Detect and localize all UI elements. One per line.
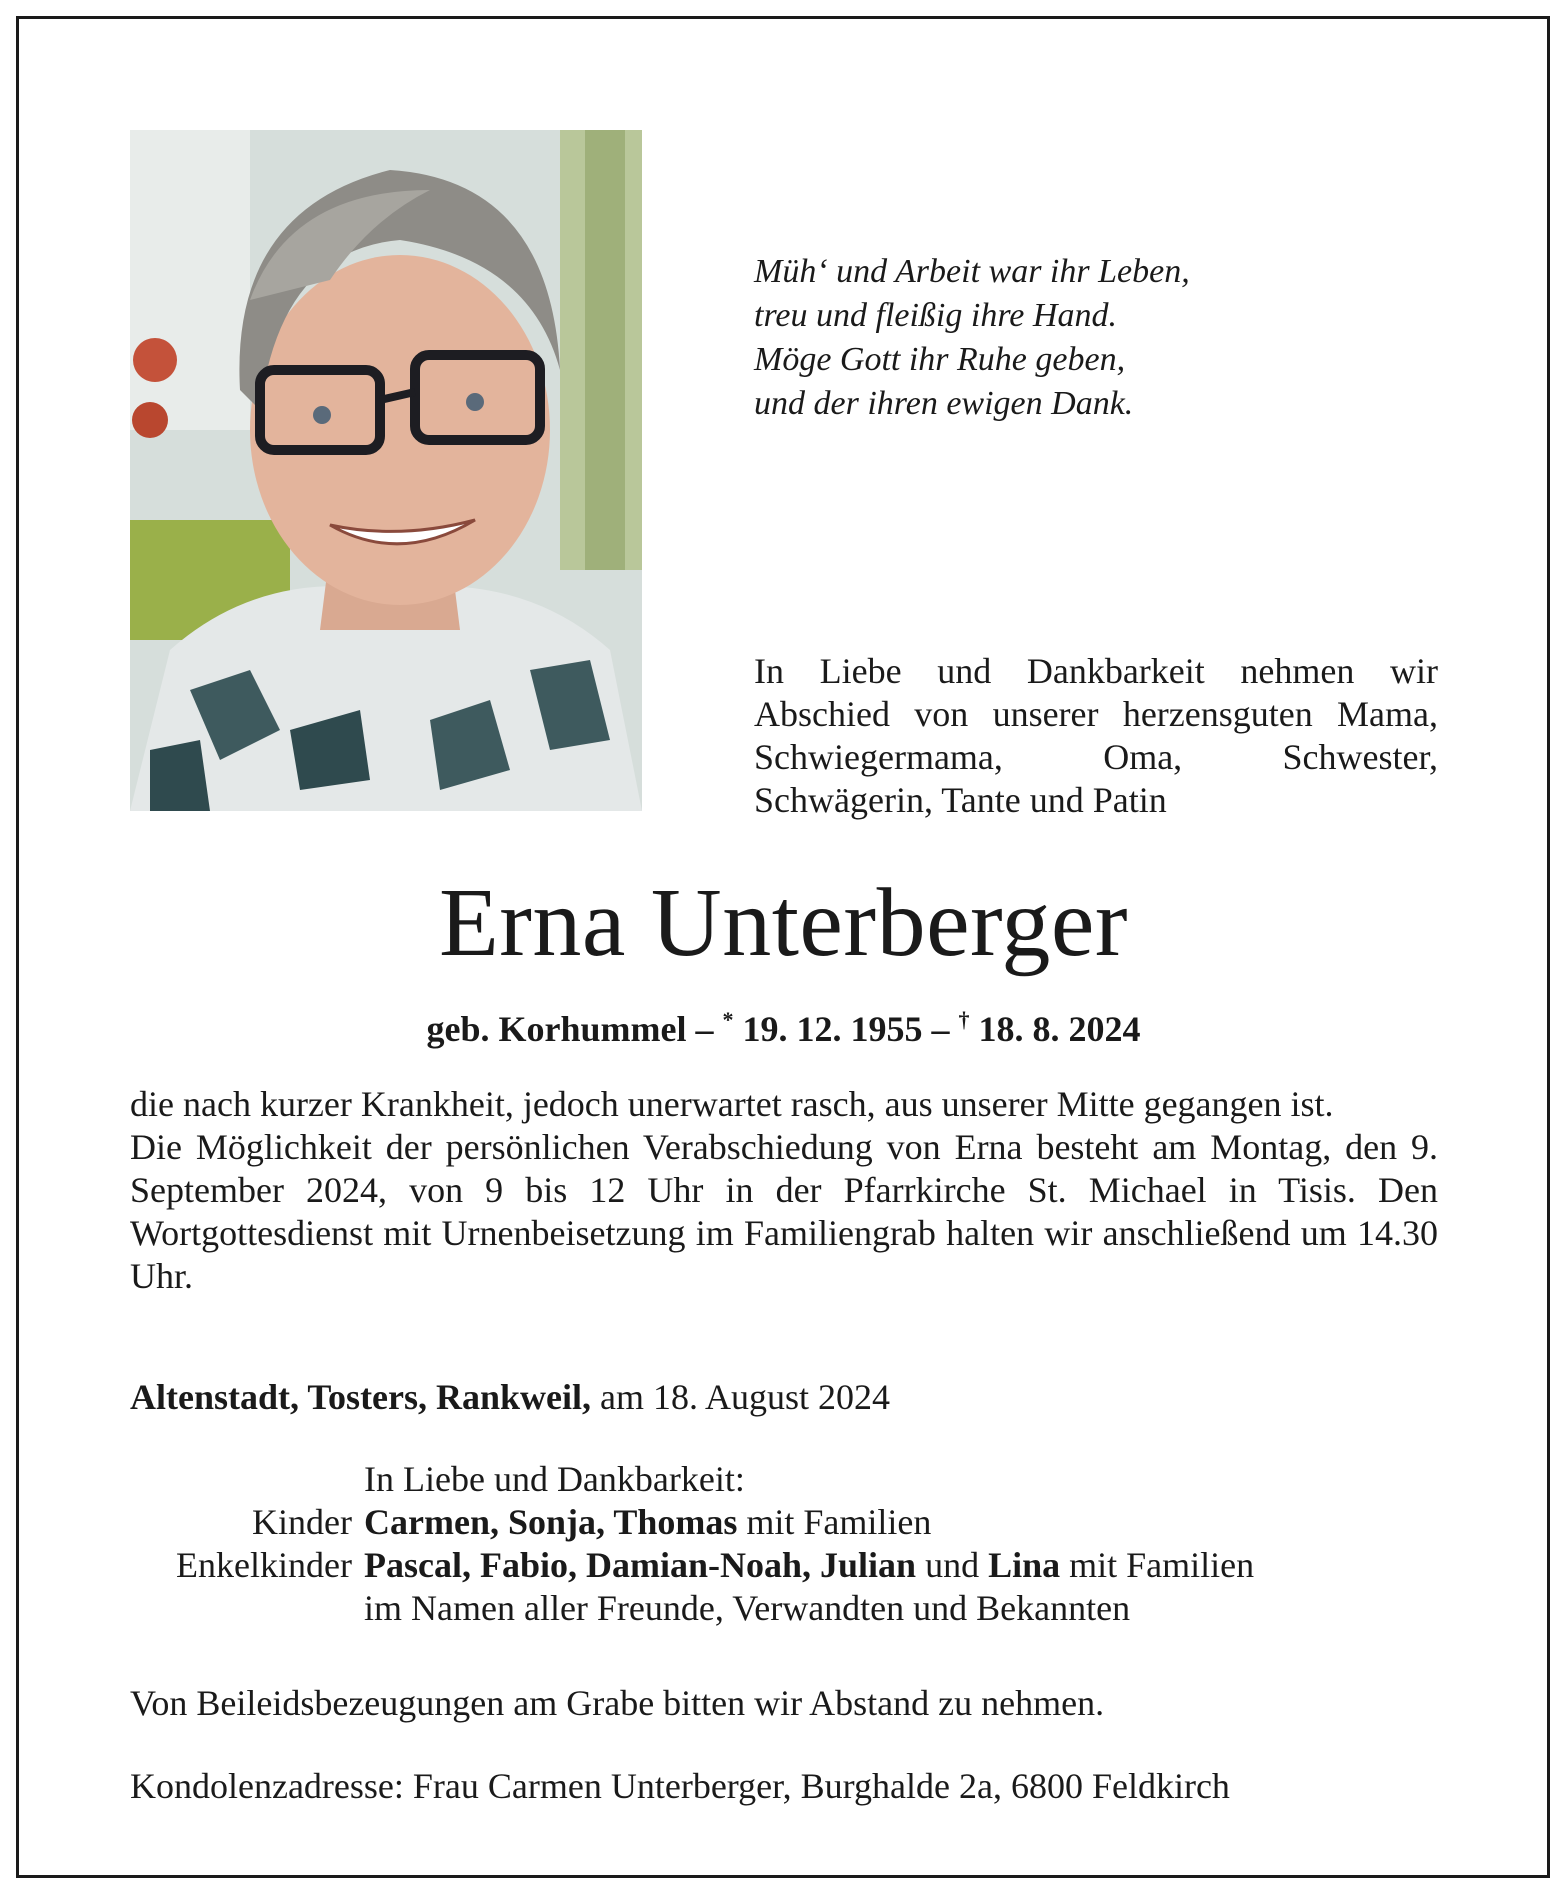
locations: Altenstadt, Tosters, Rankweil,: [130, 1377, 592, 1417]
others-text: im Namen aller Freunde, Verwandten und Bekannten: [364, 1588, 1131, 1628]
body-paragraph: die nach kurzer Krankheit, jedoch unerwartet rasch, aus unserer Mitte gegangen ist.: [130, 1084, 1334, 1124]
grandchildren-names: Pascal, Fabio, Damian-Noah, Julian: [364, 1545, 917, 1585]
date-separator: –: [686, 1009, 723, 1049]
mourners-heading: In Liebe und Dankbarkeit:: [364, 1459, 745, 1499]
poem-line: Müh‘ und Arbeit war ihr Leben,: [754, 253, 1190, 290]
children-label: Kinder: [252, 1502, 352, 1542]
birth-date: 19. 12. 1955: [733, 1009, 923, 1049]
body-paragraph: Die Möglichkeit der persönlichen Verabschiedung von Erna besteht am Montag, den 9. September 2024, von 9 bis 12 Uhr in der Pfarrkirche St. Michael in Tisis. Den Wortgottesdienst mit Urnenbeisetzung im Familiengrab halten wir anschließend um 14.30 Uhr.: [130, 1127, 1438, 1296]
condolence-address: Kondolenzadresse: Frau Carmen Unterberger, Burghalde 2a, 6800 Feldkirch: [130, 1766, 1230, 1806]
portrait-photo: [130, 130, 642, 811]
grandchildren-row: [130, 1544, 1438, 1587]
death-date: 18. 8. 2024: [969, 1009, 1141, 1049]
grandchildren-last: Lina: [988, 1545, 1061, 1585]
grandchildren-label: Enkelkinder: [176, 1545, 352, 1585]
place-and-date: [130, 1376, 1438, 1419]
birth-name: geb. Korhummel: [426, 1009, 687, 1049]
poem-line: und der ihren ewigen Dank.: [754, 385, 1134, 422]
children-row: [130, 1501, 1438, 1544]
portrait-illustration: [130, 130, 642, 811]
body-text: [130, 1083, 1438, 1298]
poem-line: Möge Gott ihr Ruhe geben,: [754, 341, 1126, 378]
children-suffix: mit Familien: [737, 1502, 932, 1542]
others-row: [130, 1587, 1438, 1630]
deceased-name: Erna Unterberger: [438, 869, 1129, 977]
birth-symbol: *: [722, 1007, 734, 1032]
intro-text: In Liebe und Dankbarkeit nehmen wir Abschied von unserer herzensguten Mama, Schwiegermama, Oma, Schwester, Schwägerin, Tante und Patin: [754, 651, 1438, 820]
grandchildren-suffix: mit Familien: [1060, 1545, 1255, 1585]
condolence-notice: Von Beileidsbezeugungen am Grabe bitten wir Abstand zu nehmen.: [130, 1683, 1105, 1723]
poem: [754, 250, 1454, 426]
notice-date: am 18. August 2024: [591, 1377, 891, 1417]
life-dates: [0, 998, 1567, 1051]
grandchildren-and: und: [916, 1545, 989, 1585]
date-separator: –: [922, 1009, 959, 1049]
mourners-heading-row: [130, 1458, 1438, 1501]
mourners-block: [130, 1458, 1438, 1630]
poem-line: treu und fleißig ihre Hand.: [754, 297, 1117, 334]
children-names: Carmen, Sonja, Thomas: [364, 1502, 738, 1542]
death-symbol: †: [958, 1007, 970, 1032]
